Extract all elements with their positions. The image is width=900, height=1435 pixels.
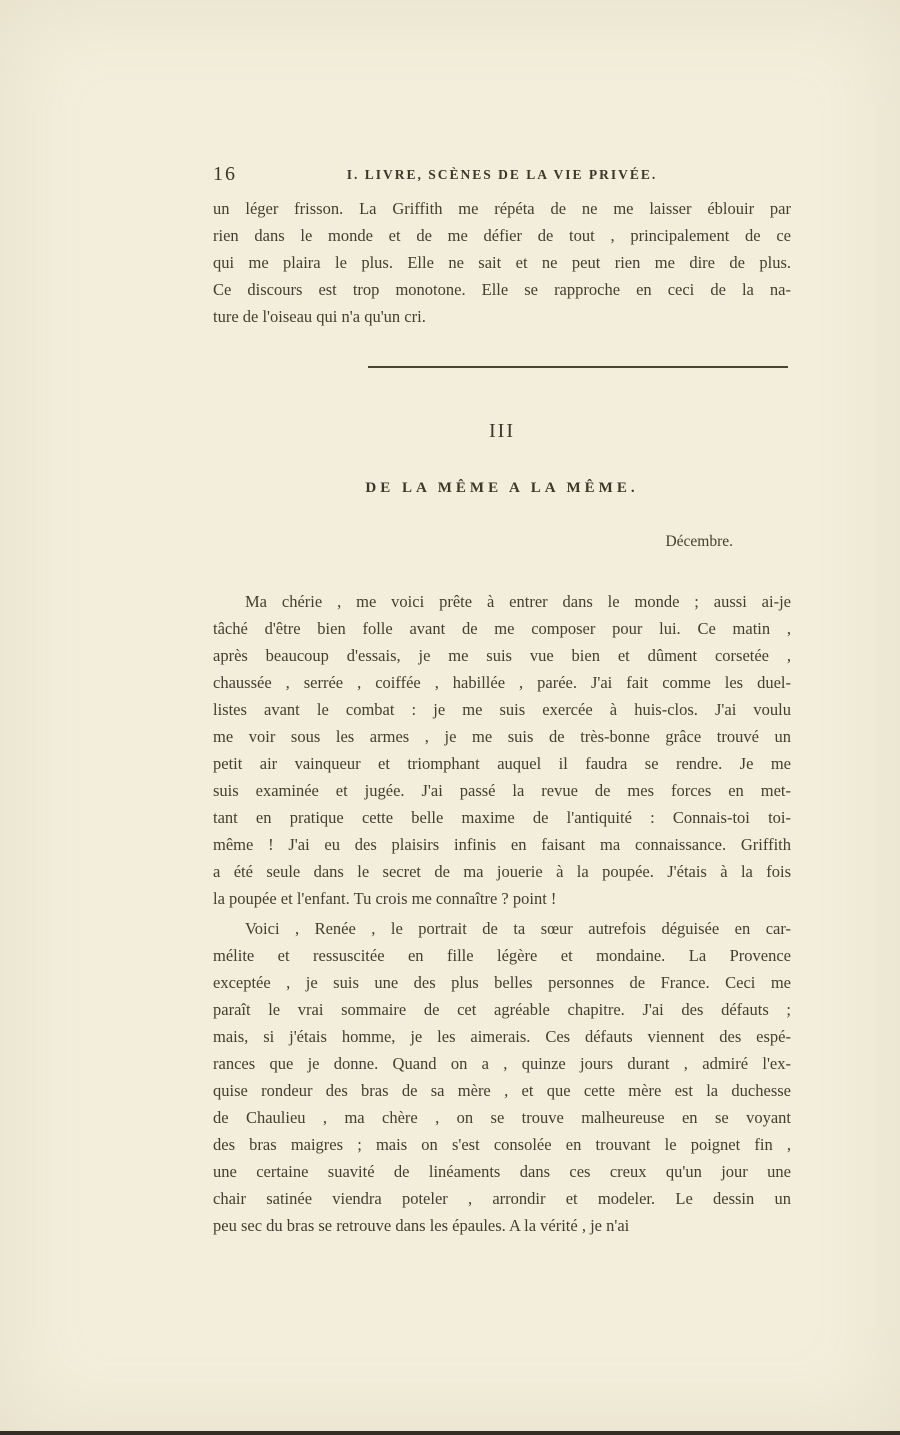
text-line: mélite et ressuscitée en fille légère et mondaine. La Provence <box>213 946 791 965</box>
text-line: des bras maigres ; mais on s'est consolée en trouvant le poignet fin , <box>213 1135 791 1154</box>
text-line: Ce discours est trop monotone. Elle se rapproche en ceci de la na- <box>213 280 791 299</box>
text-line: après beaucoup d'essais, je me suis vue bien et dûment corsetée , <box>213 646 791 665</box>
section-divider-rule <box>368 366 788 368</box>
section-number: III <box>489 420 515 442</box>
text-line: chair satinée viendra poteler , arrondir et modeler. Le dessin un <box>213 1189 791 1208</box>
text-line: listes avant le combat : je me suis exercée à huis-clos. J'ai voulu <box>213 700 791 719</box>
running-header <box>213 163 791 189</box>
text-line: rances que je donne. Quand on a , quinze jours durant , admiré l'ex- <box>213 1054 791 1073</box>
text-line: tant en pratique cette belle maxime de l'antiquité : Connais-toi toi- <box>213 808 791 827</box>
text-line: peu sec du bras se retrouve dans les épaules. A la vérité , je n'ai <box>213 1216 630 1235</box>
dateline: Décembre. <box>665 533 733 550</box>
text-line: la poupée et l'enfant. Tu crois me connaître ? point ! <box>213 889 557 908</box>
text-line: rien dans le monde et de me défier de tout , principalement de ce <box>213 226 791 245</box>
text-line: de Chaulieu , ma chère , on se trouve malheureuse en se voyant <box>213 1108 791 1127</box>
paragraph-continuation <box>213 195 791 330</box>
text-line: un léger frisson. La Griffith me répéta de ne me laisser éblouir par <box>213 199 791 218</box>
text-line: me voir sous les armes , je me suis de très-bonne grâce trouvé un <box>213 727 791 746</box>
text-line: mais, si j'étais homme, je les aimerais. Ces défauts viennent des espé- <box>213 1027 791 1046</box>
text-line: quise rondeur des bras de sa mère , et que cette mère est la duchesse <box>213 1081 791 1100</box>
page-edge-line <box>0 1431 900 1435</box>
text-line: suis examinée et jugée. J'ai passé la revue de mes forces en met- <box>213 781 791 800</box>
text-line: Ma chérie , me voici prête à entrer dans le monde ; aussi ai-je <box>245 592 791 611</box>
page-number: 16 <box>213 163 237 185</box>
text-line: tâché d'être bien folle avant de me composer pour lui. Ce matin , <box>213 619 791 638</box>
text-line: exceptée , je suis une des plus belles personnes de France. Ceci me <box>213 973 791 992</box>
text-line: une certaine suavité de linéaments dans ces creux qu'un jour une <box>213 1162 791 1181</box>
text-line: même ! J'ai eu des plaisirs infinis en faisant ma connaissance. Griffith <box>213 835 791 854</box>
text-line: qui me plaira le plus. Elle ne sait et ne peut rien me dire de plus. <box>213 253 791 272</box>
text-line: Voici , Renée , le portrait de ta sœur autrefois déguisée en car- <box>245 919 791 938</box>
text-line: petit air vainqueur et triomphant auquel il faudra se rendre. Je me <box>213 754 791 773</box>
text-line: ture de l'oiseau qui n'a qu'un cri. <box>213 307 426 326</box>
running-title: I. LIVRE, SCÈNES DE LA VIE PRIVÉE. <box>346 167 658 182</box>
text-line: paraît le vrai sommaire de cet agréable chapitre. J'ai des défauts ; <box>213 1000 791 1019</box>
section-title: DE LA MÊME A LA MÊME. <box>365 480 639 496</box>
paragraph <box>213 915 791 1239</box>
text-line: a été seule dans le secret de ma jouerie à la poupée. J'étais à la fois <box>213 862 791 881</box>
paragraph <box>213 588 791 912</box>
text-line: chaussée , serrée , coiffée , habillée , parée. J'ai fait comme les duel- <box>213 673 791 692</box>
